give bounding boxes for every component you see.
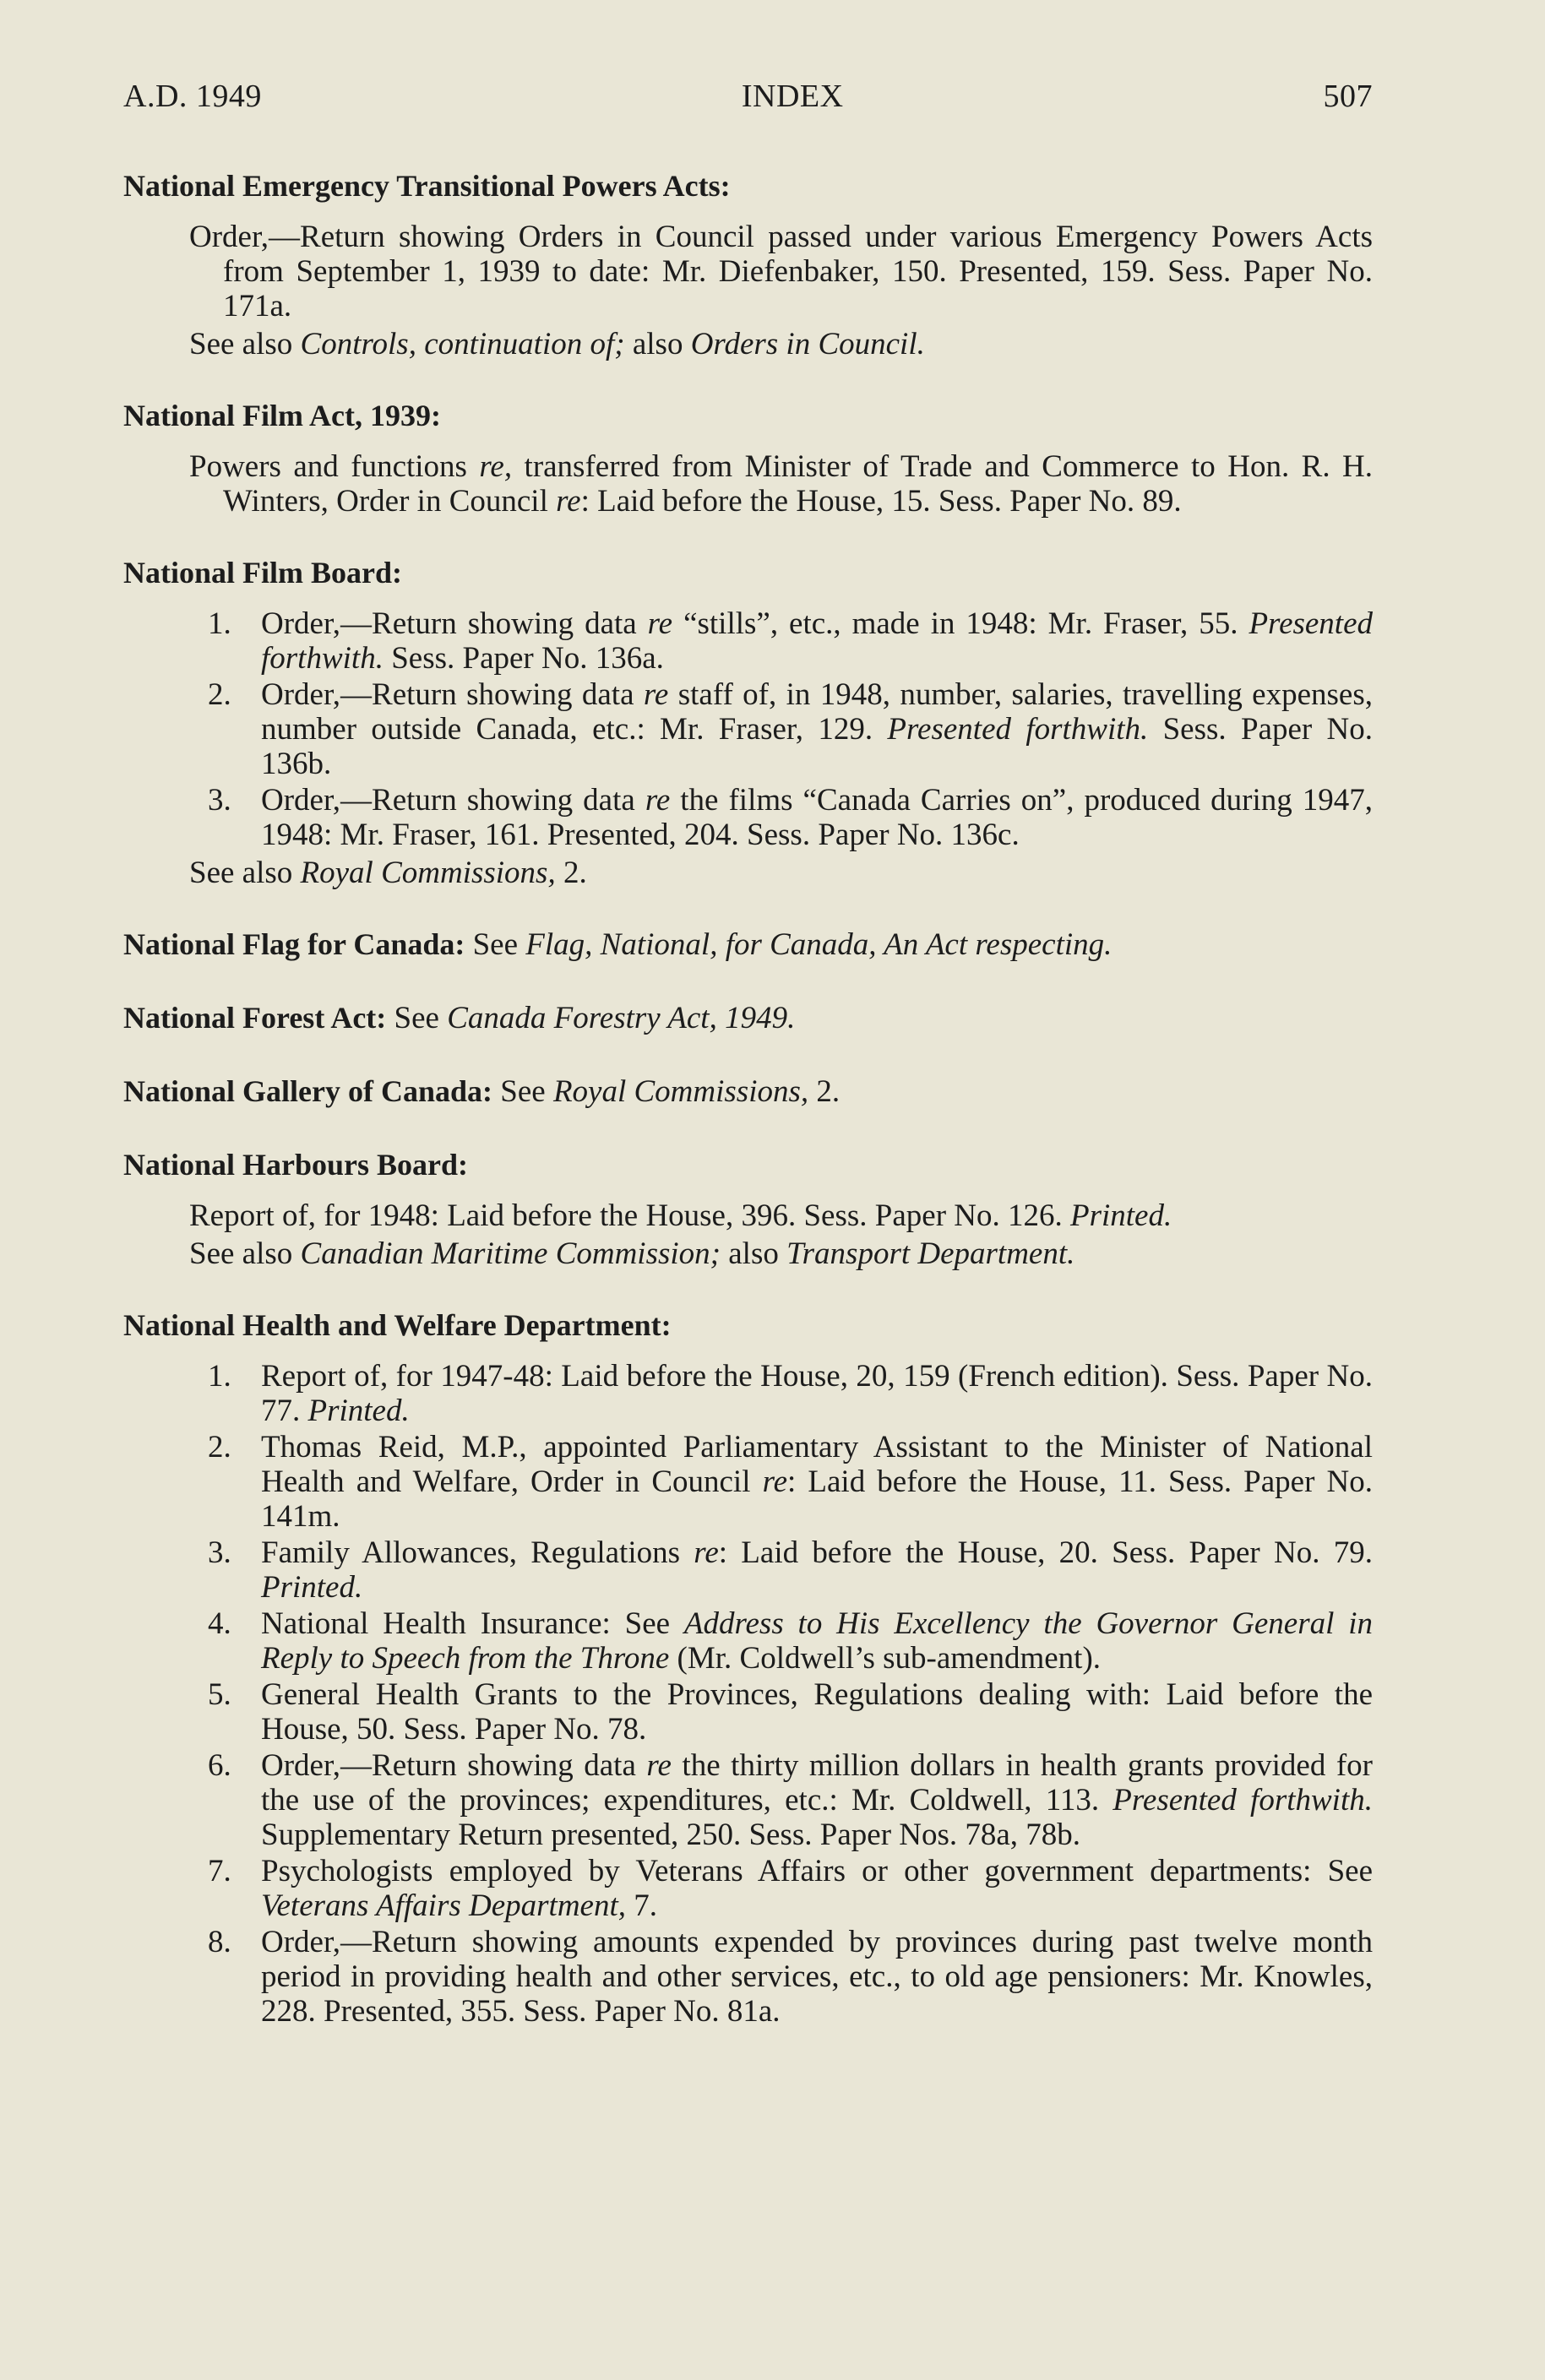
index-entry-gallery: National Gallery of Canada: See Royal Commissions, 2.	[123, 1074, 841, 1109]
list-item: 5. General Health Grants to the Provinces, Regulations dealing with: Laid before the House, 50. Sess. Paper No. 78.	[208, 1677, 1373, 1747]
index-entry-film-act	[123, 397, 1373, 519]
list-item: 7. Psychologists employed by Veterans Affairs or other government departments: See Veterans Affairs Department, 7.	[208, 1854, 1373, 1923]
see-also: See also Controls, continuation of; also Orders in Council.	[189, 327, 925, 361]
running-head	[123, 78, 1373, 115]
entry-heading: National Film Act, 1939:	[123, 399, 441, 432]
entry-heading: National Emergency Transitional Powers Acts:	[123, 169, 731, 203]
see-also: See also Royal Commissions, 2.	[189, 856, 587, 890]
list-item: 4. National Health Insurance: See Address to His Excellency the Governor General in Reply to Speech from the Throne (Mr. Coldwell’s sub-amendment).	[208, 1606, 1374, 1676]
entry-text: Report of, for 1948: Laid before the House, 396. Sess. Paper No. 126. Printed.	[189, 1198, 1172, 1233]
header-title: INDEX	[741, 79, 844, 114]
list-item: 1. Report of, for 1947-48: Laid before the House, 20, 159 (French edition). Sess. Paper No. 77. Printed.	[208, 1359, 1373, 1428]
list-item: 2. Order,—Return showing data re staff of, in 1948, number, salaries, travelling expenses, number outside Canada, etc.: Mr. Fraser, 129. Presented forthwith. Sess. Paper No. 136b.	[208, 677, 1374, 781]
list-item: 2. Thomas Reid, M.P., appointed Parliamentary Assistant to the Minister of National Health and Welfare, Order in Council re: Laid before the House, 11. Sess. Paper No. 141m.	[208, 1430, 1373, 1534]
list-item: 8. Order,—Return showing amounts expended by provinces during past twelve month period in providing health and other services, etc., to old age pensioners: Mr. Knowles, 228. Presented, 355. Sess. Paper No. 81a.	[208, 1925, 1373, 2029]
entry-heading: National Health and Welfare Department:	[123, 1308, 672, 1342]
entry-item-list	[123, 1359, 1373, 2029]
list-item: 3. Family Allowances, Regulations re: Laid before the House, 20. Sess. Paper No. 79. Printed.	[208, 1535, 1374, 1605]
list-item: 6. Order,—Return showing data re the thirty million dollars in health grants provided for the use of the provinces; expenditures, etc.: Mr. Coldwell, 113. Presented forthwith. Supplementary Return presented, 250. Sess. Paper Nos. 78a, 78b.	[208, 1748, 1373, 1852]
entry-heading: National Film Board:	[123, 556, 402, 590]
list-item: 1. Order,—Return showing data re “stills”, etc., made in 1948: Mr. Fraser, 55. Presented forthwith. Sess. Paper No. 136a.	[208, 606, 1374, 676]
index-entry-forest-act: National Forest Act: See Canada Forestry Act, 1949.	[123, 1001, 796, 1035]
header-page-number: 507	[1323, 79, 1373, 114]
index-entry-film-board	[123, 554, 1373, 890]
entry-text: Powers and functions re, transferred from Minister of Trade and Commerce to Hon. R. H. Winters, Order in Council re: Laid before the House, 15. Sess. Paper No. 89.	[189, 449, 1373, 519]
entry-item-list	[123, 606, 1373, 852]
index-entry-flag: National Flag for Canada: See Flag, National, for Canada, An Act respecting.	[123, 927, 1113, 962]
index-entry-health-welfare	[123, 1307, 1373, 2029]
entry-heading: National Harbours Board:	[123, 1148, 469, 1182]
list-item: 3. Order,—Return showing data re the films “Canada Carries on”, produced during 1947, 1948: Mr. Fraser, 161. Presented, 204. Sess. Paper No. 136c.	[208, 783, 1373, 852]
entry-text: Order,—Return showing Orders in Council passed under various Emergency Powers Acts from September 1, 1939 to date: Mr. Diefenbaker, 150. Presented, 159. Sess. Paper No. 171a.	[189, 220, 1373, 323]
index-entry-harbours-board	[123, 1146, 1373, 1271]
see-also: See also Canadian Maritime Commission; also Transport Department.	[189, 1236, 1075, 1271]
header-year: A.D. 1949	[123, 79, 262, 114]
index-entry-emergency-powers	[123, 167, 1373, 361]
